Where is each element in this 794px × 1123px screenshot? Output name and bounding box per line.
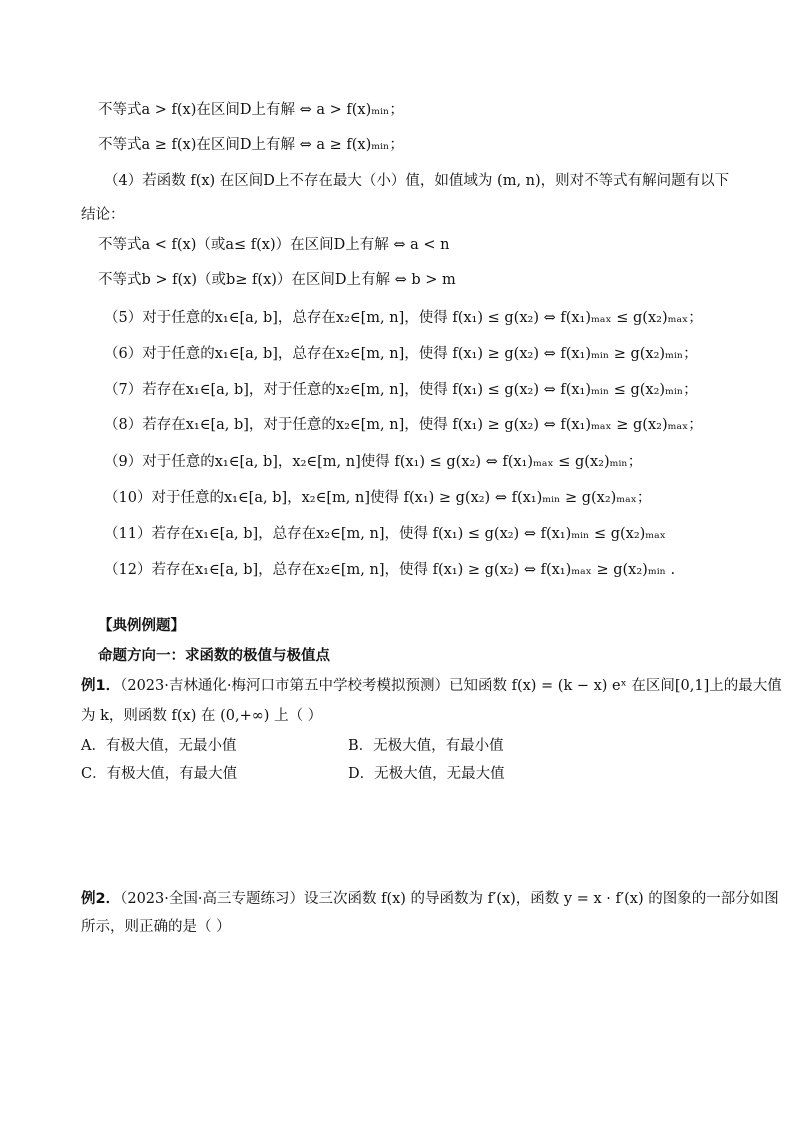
conclusion-line-d: 不等式b > f(x)（或b≥ f(x)）在区间D上有解 ⇔ b > m — [98, 272, 456, 288]
conclusion-item-9: （9）对于任意的x₁∈[a, b]，x₂∈[m, n]使得 f(x₁) ≤ g(x₂) ⇔ f(x₁)ₘₐₓ ≤ g(x₂)ₘᵢₙ； — [104, 454, 643, 470]
example-1-option-a[interactable]: A．有极大值，无最小值 — [81, 738, 237, 754]
section-subheading: 命题方向一：求函数的极值与极值点 — [98, 648, 330, 664]
example-1-stem-line-1 — [81, 676, 782, 696]
conclusion-item-12: （12）若存在x₁∈[a, b]，总存在x₂∈[m, n]，使得 f(x₁) ≥ g(x₂) ⇔ f(x₁)ₘₐₓ ≥ g(x₂)ₘᵢₙ . — [104, 562, 676, 578]
example-1-option-d[interactable]: D．无极大值，无最大值 — [348, 766, 505, 782]
example-1-option-c[interactable]: C．有极大值，有最大值 — [81, 766, 238, 782]
example-2-stem-line-1 — [81, 889, 779, 909]
example-1-option-b[interactable]: B．无极大值，有最小值 — [348, 738, 504, 754]
example-1-stem-line-2: 为 k，则函数 f(x) 在 (0,+∞) 上（ ） — [81, 708, 323, 724]
example-2-stem-line-2: 所示，则正确的是（ ） — [81, 919, 231, 935]
conclusion-line-a: 不等式a > f(x)在区间D上有解 ⇔ a > f(x)ₘᵢₙ； — [98, 102, 404, 118]
example-2-source: （2023·全国·高三专题练习） — [120, 891, 304, 907]
conclusion-item-8: （8）若存在x₁∈[a, b]，对于任意的x₂∈[m, n]，使得 f(x₁) ≥ g(x₂) ⇔ f(x₁)ₘₐₓ ≥ g(x₂)ₘₐₓ； — [104, 417, 703, 433]
conclusion-item-4-line-2: 结论： — [81, 207, 125, 223]
example-1-source: （2023·吉林通化·梅河口市第五中学校考模拟预测） — [120, 678, 449, 694]
conclusion-line-c: 不等式a < f(x)（或a≤ f(x)）在区间D上有解 ⇔ a < n — [98, 237, 450, 253]
conclusion-item-4-line-1: （4）若函数 f(x) 在区间D上不存在最大（小）值，如值域为 (m, n)，则对不等式有解问题有以下 — [104, 173, 730, 189]
conclusion-item-7: （7）若存在x₁∈[a, b]，对于任意的x₂∈[m, n]，使得 f(x₁) ≤ g(x₂) ⇔ f(x₁)ₘᵢₙ ≤ g(x₂)ₘᵢₙ； — [104, 382, 698, 398]
conclusion-item-5: （5）对于任意的x₁∈[a, b]，总存在x₂∈[m, n]，使得 f(x₁) ≤ g(x₂) ⇔ f(x₁)ₘₐₓ ≤ g(x₂)ₘₐₓ； — [104, 310, 703, 326]
example-1-label: 例1． — [81, 678, 121, 694]
conclusion-line-b: 不等式a ≥ f(x)在区间D上有解 ⇔ a ≥ f(x)ₘᵢₙ； — [98, 137, 404, 153]
example-2-label: 例2． — [81, 891, 121, 907]
conclusion-item-10: （10）对于任意的x₁∈[a, b]，x₂∈[m, n]使得 f(x₁) ≥ g(x₂) ⇔ f(x₁)ₘᵢₙ ≥ g(x₂)ₘₐₓ； — [104, 490, 652, 506]
example-1-stem-text: 已知函数 f(x) = (k − x) eˣ 在区间[0,1]上的最大值 — [448, 678, 782, 694]
conclusion-item-6: （6）对于任意的x₁∈[a, b]，总存在x₂∈[m, n]，使得 f(x₁) ≥ g(x₂) ⇔ f(x₁)ₘᵢₙ ≥ g(x₂)ₘᵢₙ； — [104, 346, 698, 362]
example-2-stem-text: 设三次函数 f(x) 的导函数为 f′(x)，函数 y = x · f′(x) 的图象的一部分如图 — [303, 891, 779, 907]
section-heading: 【典例例题】 — [98, 618, 185, 634]
conclusion-item-11: （11）若存在x₁∈[a, b]，总存在x₂∈[m, n]，使得 f(x₁) ≤ g(x₂) ⇔ f(x₁)ₘᵢₙ ≤ g(x₂)ₘₐₓ — [104, 526, 666, 542]
